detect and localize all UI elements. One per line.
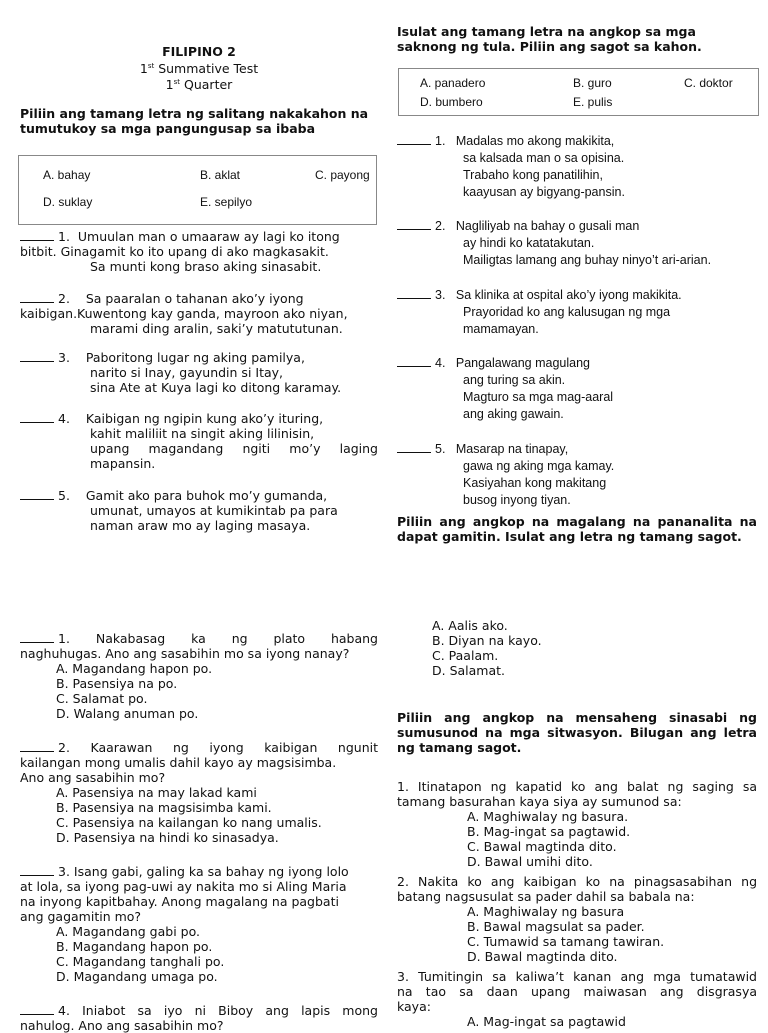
item-number: 3.: [435, 288, 446, 302]
poem-line: ang aking gawain.: [463, 407, 564, 421]
item-line: Kaibigan ng ngipin kung ako’y ituring,: [85, 411, 324, 426]
section3-choices: [432, 618, 757, 678]
choice-c: C. payong: [315, 168, 370, 182]
item-number: 3.: [58, 864, 70, 879]
answer-blank[interactable]: [20, 488, 54, 500]
item-line: mapansin.: [90, 456, 156, 471]
answer-blank[interactable]: [20, 411, 54, 423]
option[interactable]: B. Mag-ingat sa pagtawid.: [467, 824, 631, 839]
poem-line: ay hindi ko katatakutan.: [463, 236, 595, 250]
option: D. Walang anuman po.: [56, 706, 199, 721]
answer-blank[interactable]: [20, 864, 54, 876]
section4-instruction: Piliin ang angkop na mensaheng sinasabi ng sumusunod na mga sitwasyon. Bilugan ang letra ng tamang sagot.: [397, 710, 757, 755]
item-line: Sa paaralan o tahanan ako’y iyong: [85, 291, 304, 306]
item-line: bitbit. Ginagamit ko ito upang di ako magkasakit.: [20, 244, 329, 259]
item-question: na tao sa daan upang maiwasan ang disgrasya: [397, 984, 757, 999]
poem-line: Sa klinika at ospital ako’y iyong makikita.: [455, 288, 682, 302]
s1-item-1: [20, 229, 378, 274]
item-number: 1.: [58, 229, 70, 244]
s3-item-2: [20, 740, 378, 845]
s1-item-5: [20, 488, 378, 533]
item-line: kahit maliliit na singit aking lilinisin,: [90, 426, 315, 441]
s1-item-4: [20, 411, 378, 471]
option[interactable]: B. Bawal magsulat sa pader.: [467, 919, 645, 934]
poem-line: Pangalawang magulang: [455, 356, 590, 370]
choice-e: E. sepilyo: [200, 195, 253, 209]
option[interactable]: D. Bawal umihi dito.: [467, 854, 593, 869]
poem-line: Masarap na tinapay,: [455, 442, 569, 456]
item-number: 4.: [58, 1003, 70, 1018]
option: C. Magandang tanghali po.: [56, 954, 225, 969]
poem-line: kaayusan ay bigyang-pansin.: [463, 185, 625, 199]
item-line: Sa munti kong braso aking sinasabit.: [90, 259, 322, 274]
option: A. Magandang hapon po.: [56, 661, 213, 676]
test-label: Summative Test: [158, 61, 259, 76]
option: C. Pasensiya na kailangan ko nang umalis.: [56, 815, 322, 830]
item-number: 2.: [58, 740, 70, 755]
item-line: Gamit ako para buhok mo’y gumanda,: [85, 488, 328, 503]
quarter-title: [20, 77, 378, 92]
item-line: narito si Inay, gayundin si Itay,: [90, 365, 284, 380]
quarter-number: 1: [165, 77, 174, 92]
item-line: sina Ate at Kuya lagi ko ditong karamay.: [90, 380, 342, 395]
s1-item-3: [20, 350, 378, 395]
poem-line: sa kalsada man o sa opisina.: [463, 151, 625, 165]
s2-item-5: [397, 441, 757, 509]
poem-line: busog inyong tiyan.: [463, 493, 571, 507]
item-line: Paboritong lugar ng aking pamilya,: [85, 350, 305, 365]
item-number: 1.: [435, 134, 446, 148]
choice-c: C. doktor: [684, 76, 733, 90]
option[interactable]: D. Bawal magtinda dito.: [467, 949, 618, 964]
answer-blank[interactable]: [20, 350, 54, 362]
answer-blank[interactable]: [20, 1003, 54, 1015]
item-number: 2.: [58, 291, 70, 306]
poem-line: ang turing sa akin.: [463, 373, 566, 387]
choice-d: D. suklay: [43, 195, 93, 209]
choice-b: B. aklat: [200, 168, 241, 182]
item-line: Umuulan man o umaaraw ay lagi ko itong: [77, 229, 340, 244]
answer-blank[interactable]: [20, 291, 54, 303]
option: B. Pasensiya na po.: [56, 676, 178, 691]
item-line: naman araw mo ay laging masaya.: [90, 518, 311, 533]
s2-item-2: [397, 218, 757, 269]
item-question: ang gagamitin mo?: [20, 909, 142, 924]
item-question: nahulog. Ano ang sasabihin mo?: [20, 1018, 224, 1033]
poem-line: Nagliliyab na bahay o gusali man: [455, 219, 640, 233]
s4-item-1: [397, 779, 757, 869]
s1-item-2: [20, 291, 378, 336]
item-question: Kaarawan ng iyong kaibigan ngunit: [90, 740, 378, 755]
item-question: Ano ang sasabihin mo?: [20, 770, 166, 785]
s3-item-4: [20, 1003, 378, 1033]
option: C. Salamat po.: [56, 691, 148, 706]
poem-line: Prayoridad ko ang kalusugan ng mga: [463, 305, 671, 319]
poem-line: Madalas mo akong makikita,: [455, 134, 615, 148]
item-line: marami ding aralin, saki’y matututunan.: [90, 321, 343, 336]
answer-blank[interactable]: [20, 740, 54, 752]
item-question: kaya:: [397, 999, 431, 1014]
answer-blank[interactable]: [20, 229, 54, 241]
s3-item-1: [20, 631, 378, 721]
quarter-label: Quarter: [184, 77, 233, 92]
poem-line: gawa ng aking mga kamay.: [463, 459, 615, 473]
section1-instruction: Piliin ang tamang letra ng salitang nakakahon na tumutukoy sa mga pangungusap sa ibaba: [20, 106, 369, 136]
answer-blank[interactable]: [397, 133, 431, 145]
option[interactable]: C. Bawal magtinda dito.: [467, 839, 617, 854]
item-number: 3.: [58, 350, 70, 365]
item-question: Isang gabi, galing ka sa bahay ng iyong lolo: [73, 864, 349, 879]
item-question: batang nagsusulat sa pader dahil sa babala na:: [397, 889, 695, 904]
option[interactable]: C. Tumawid sa tamang tawiran.: [467, 934, 665, 949]
option: D. Magandang umaga po.: [56, 969, 218, 984]
answer-blank[interactable]: [20, 631, 54, 643]
item-question: at lola, sa iyong pag-uwi ay nakita mo si Aling Maria: [20, 879, 347, 894]
option[interactable]: A. Maghiwalay ng basura: [467, 904, 625, 919]
s4-item-2: [397, 874, 757, 964]
answer-blank[interactable]: [397, 441, 431, 453]
item-number: 1.: [58, 631, 70, 646]
option: B. Magandang hapon po.: [56, 939, 213, 954]
option: A. Magandang gabi po.: [56, 924, 200, 939]
subject-title: FILIPINO 2: [162, 44, 236, 59]
section1-choice-box: [18, 155, 377, 225]
test-number-suffix: st: [147, 61, 155, 70]
poem-line: Trabaho kong panatilihin,: [463, 168, 603, 182]
option[interactable]: A. Mag-ingat sa pagtawid: [467, 1014, 626, 1029]
section2-choice-box: [398, 68, 759, 116]
choice-c: C. Paalam.: [432, 648, 499, 663]
answer-blank[interactable]: [397, 287, 431, 299]
section2-instruction: Isulat ang tamang letra na angkop sa mga saknong ng tula. Piliin ang sagot sa kahon.: [397, 24, 702, 54]
s2-item-1: [397, 133, 757, 201]
item-question: kailangan mong umalis dahil kayo ay magsisimba.: [20, 755, 337, 770]
choice-b: B. Diyan na kayo.: [432, 633, 542, 648]
item-line: upang magandang ngiti mo’y laging: [90, 441, 378, 456]
item-number: 5.: [435, 442, 446, 456]
choice-d: D. Salamat.: [432, 663, 506, 678]
s2-item-3: [397, 287, 757, 338]
item-number: 2.: [435, 219, 446, 233]
section3-instruction: Piliin ang angkop na magalang na pananalita na dapat gamitin. Isulat ang letra ng tamang sagot.: [397, 514, 757, 544]
choice-a: A. bahay: [43, 168, 91, 182]
item-question: na inyong kapitbahay. Anong magalang na pagbati: [20, 894, 339, 909]
s3-item-3: [20, 864, 378, 984]
s2-item-4: [397, 355, 757, 423]
item-question: 2. Nakita ko ang kaibigan ko na pinagsasabihan ng: [397, 874, 757, 889]
item-question: tamang basurahan kaya siya ay sumunod sa:: [397, 794, 682, 809]
test-number: 1: [139, 61, 148, 76]
poem-line: mamamayan.: [463, 322, 539, 336]
item-line: kaibigan.Kuwentong kay ganda, mayroon ako niyan,: [20, 306, 348, 321]
choice-e: E. pulis: [573, 95, 613, 109]
item-question: naghuhugas. Ano ang sasabihin mo sa iyong nanay?: [20, 646, 350, 661]
choice-d: D. bumbero: [420, 95, 483, 109]
answer-blank[interactable]: [397, 355, 431, 367]
option: B. Pasensiya na magsisimba kami.: [56, 800, 272, 815]
option[interactable]: A. Maghiwalay ng basura.: [467, 809, 629, 824]
choice-b: B. guro: [573, 76, 612, 90]
poem-line: Kasiyahan kong makitang: [463, 476, 607, 490]
s4-item-3: [397, 969, 757, 1029]
choice-a: A. panadero: [420, 76, 486, 90]
quarter-suffix: st: [173, 77, 181, 86]
item-question: Iniabot sa iyo ni Biboy ang lapis mong: [82, 1003, 378, 1018]
item-question: 1. Itinatapon ng kapatid ko ang balat ng saging sa: [397, 779, 757, 794]
option: A. Pasensiya na may lakad kami: [56, 785, 257, 800]
test-title: [20, 61, 378, 76]
item-line: umunat, umayos at kumikintab pa para: [90, 503, 338, 518]
item-number: 5.: [58, 488, 70, 503]
poem-line: Mailigtas lamang ang buhay ninyo’t ari-arian.: [463, 253, 712, 267]
choice-a: A. Aalis ako.: [432, 618, 508, 633]
item-question: 3. Tumitingin sa kaliwa’t kanan ang mga tumatawid: [397, 969, 757, 984]
item-number: 4.: [435, 356, 446, 370]
item-number: 4.: [58, 411, 70, 426]
item-question: Nakabasag ka ng plato habang: [95, 631, 378, 646]
poem-line: Magturo sa mga mag-aaral: [463, 390, 614, 404]
answer-blank[interactable]: [397, 218, 431, 230]
option: D. Pasensiya na hindi ko sinasadya.: [56, 830, 279, 845]
